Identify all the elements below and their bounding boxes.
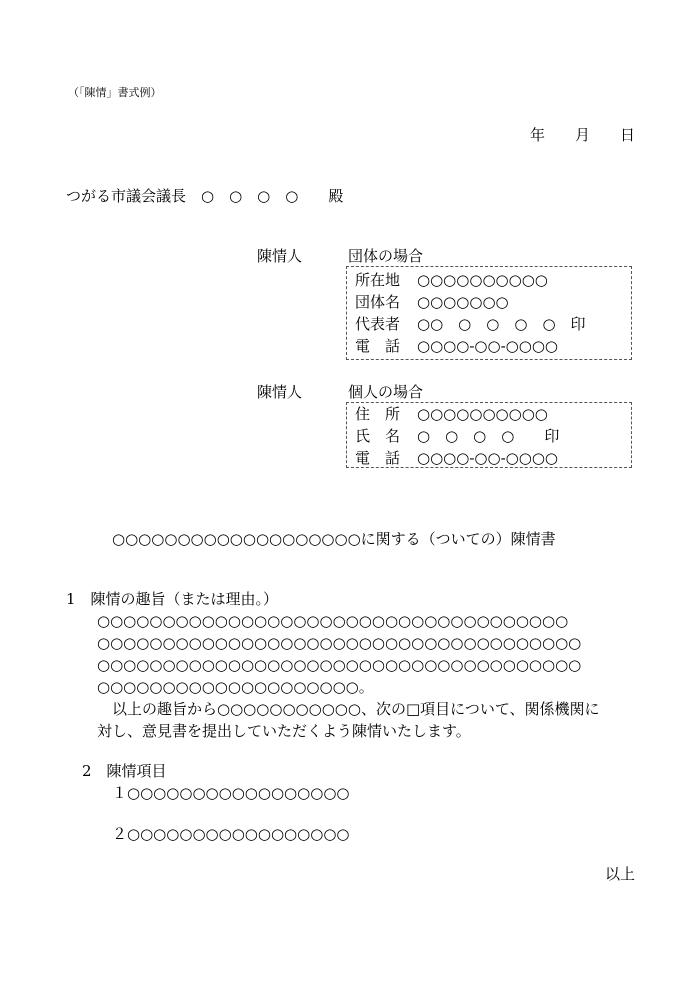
- individual-info-box: [346, 402, 632, 468]
- group-case-title: 団体の場合: [348, 247, 424, 265]
- section1-body-line: ○○○○○○○○○○○○○○○○○○○○○○○○○○○○○○○○○○○○○: [97, 656, 582, 674]
- date-line: 年 月 日: [530, 126, 636, 144]
- format-example-label: （「陳情」書式例）: [68, 86, 162, 99]
- individual-row-phone: [355, 447, 559, 469]
- section1-body-line: ○○○○○○○○○○○○○○○○○○○○○○○○○○○○○○○○○○○○: [97, 612, 569, 630]
- group-row-name: [355, 291, 586, 313]
- section1-body-line: ○○○○○○○○○○○○○○○○○○○○。: [97, 678, 374, 696]
- group-info-box: [346, 266, 632, 360]
- addressee: つがる市議会議長 ○ ○ ○ ○ 殿: [66, 187, 344, 205]
- field-value: ○○○○○○○○○○: [417, 405, 548, 423]
- petition-item: １○○○○○○○○○○○○○○○○○: [112, 784, 350, 802]
- petitioner-label-individual: 陳情人: [257, 383, 303, 401]
- section1-body-line: ○○○○○○○○○○○○○○○○○○○○○○○○○○○○○○○○○○○○○: [97, 634, 582, 652]
- group-row-representative: [355, 313, 586, 335]
- individual-case-title: 個人の場合: [348, 383, 424, 401]
- field-value: ○○○○○○○: [417, 293, 509, 311]
- section2-heading: 2 陳情項目: [82, 762, 167, 780]
- individual-row-address: [355, 403, 559, 425]
- field-value: ○ ○ ○ ○ 印: [417, 427, 560, 445]
- field-value: ○○○○-○○-○○○○: [417, 449, 559, 467]
- closing-mark: 以上: [605, 865, 636, 883]
- petitioner-label-group: 陳情人: [257, 247, 303, 265]
- field-label: 代表者: [355, 315, 401, 333]
- document-title: ○○○○○○○○○○○○○○○○○○○に関する（ついての）陳情書: [112, 530, 556, 548]
- group-row-phone: [355, 335, 586, 357]
- section1-request-line: 以上の趣旨から○○○○○○○○○○○、次の□項目について、関係機関に: [112, 700, 600, 718]
- individual-row-name: [355, 425, 559, 447]
- petition-item: ２○○○○○○○○○○○○○○○○○: [112, 825, 350, 843]
- field-label: 団体名: [355, 293, 401, 311]
- section1-heading: 1 陳情の趣旨（または理由。）: [66, 590, 279, 608]
- group-row-address: [355, 269, 586, 291]
- field-value: ○○ ○ ○ ○ ○ 印: [417, 315, 586, 333]
- field-label: 所在地: [355, 271, 401, 289]
- field-label: 氏 名: [355, 427, 401, 445]
- field-label: 電 話: [355, 337, 401, 355]
- field-label: 電 話: [355, 449, 401, 467]
- field-value: ○○○○○○○○○○: [417, 271, 548, 289]
- field-label: 住 所: [355, 405, 401, 423]
- field-value: ○○○○-○○-○○○○: [417, 337, 559, 355]
- section1-request-line: 対し、意見書を提出していただくよう陳情いたします。: [97, 722, 471, 740]
